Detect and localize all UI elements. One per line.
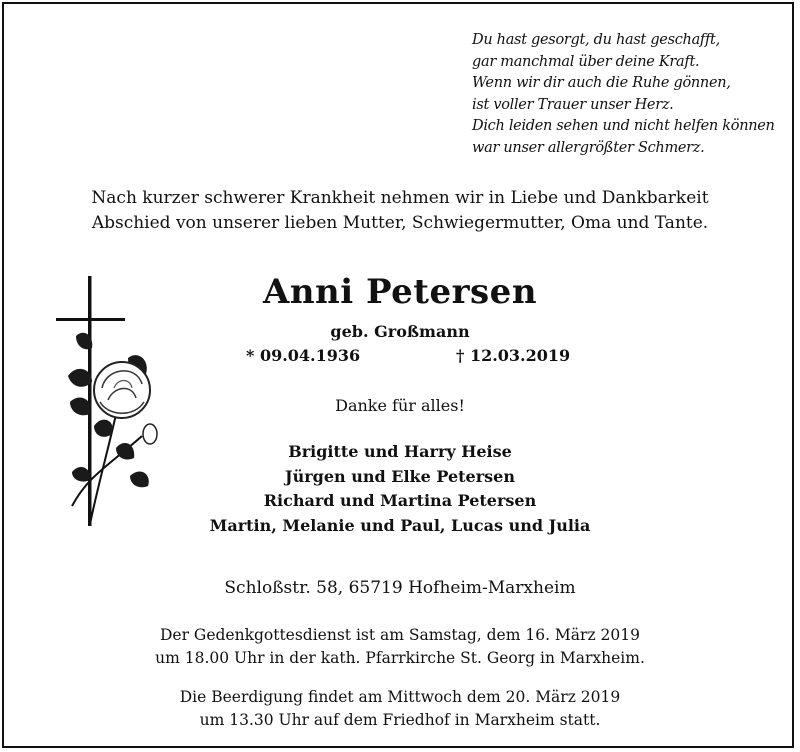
poem-line: war unser allergrößter Schmerz. [472, 139, 705, 156]
intro-text [0, 186, 800, 236]
intro-line: Nach kurzer schwerer Krankheit nehmen wir in Liebe und Dankbarkeit [91, 188, 709, 208]
poem-line: ist voller Trauer unser Herz. [472, 96, 674, 113]
burial-line: um 13.30 Uhr auf dem Friedhof in Marxheim statt. [199, 711, 601, 729]
family-member: Jürgen und Elke Petersen [285, 466, 515, 486]
birth-date: * 09.04.1936 [246, 346, 361, 365]
death-date: † 12.03.2019 [456, 346, 571, 365]
intro-line: Abschied von unserer lieben Mutter, Schwiegermutter, Oma und Tante. [91, 213, 709, 233]
service-info [0, 624, 800, 670]
family-member: Martin, Melanie und Paul, Lucas und Julia [209, 515, 591, 535]
poem-line: Wenn wir dir auch die Ruhe gönnen, [472, 75, 731, 91]
poem [472, 30, 775, 159]
poem-line: Du hast gesorgt, du hast geschafft, [472, 32, 720, 48]
burial-line: Die Beerdigung findet am Mittwoch dem 20. März 2019 [179, 688, 621, 706]
deceased-name: Anni Petersen [262, 272, 538, 312]
maiden-name: geb. Großmann [330, 322, 470, 341]
family-member: Richard und Martina Petersen [263, 491, 537, 510]
burial-info [0, 686, 800, 732]
family-list [0, 440, 800, 538]
family-member: Brigitte und Harry Heise [288, 442, 512, 461]
service-line: Der Gedenkgottesdienst ist am Samstag, dem 16. März 2019 [160, 626, 640, 644]
poem-line: gar manchmal über deine Kraft. [472, 53, 700, 70]
address: Schloßstr. 58, 65719 Hofheim-Marxheim [224, 578, 576, 598]
poem-line: Dich leiden sehen und nicht helfen können [472, 118, 775, 134]
service-line: um 18.00 Uhr in der kath. Pfarrkirche St. Georg in Marxheim. [155, 649, 645, 667]
thanks-text: Danke für alles! [335, 396, 465, 415]
